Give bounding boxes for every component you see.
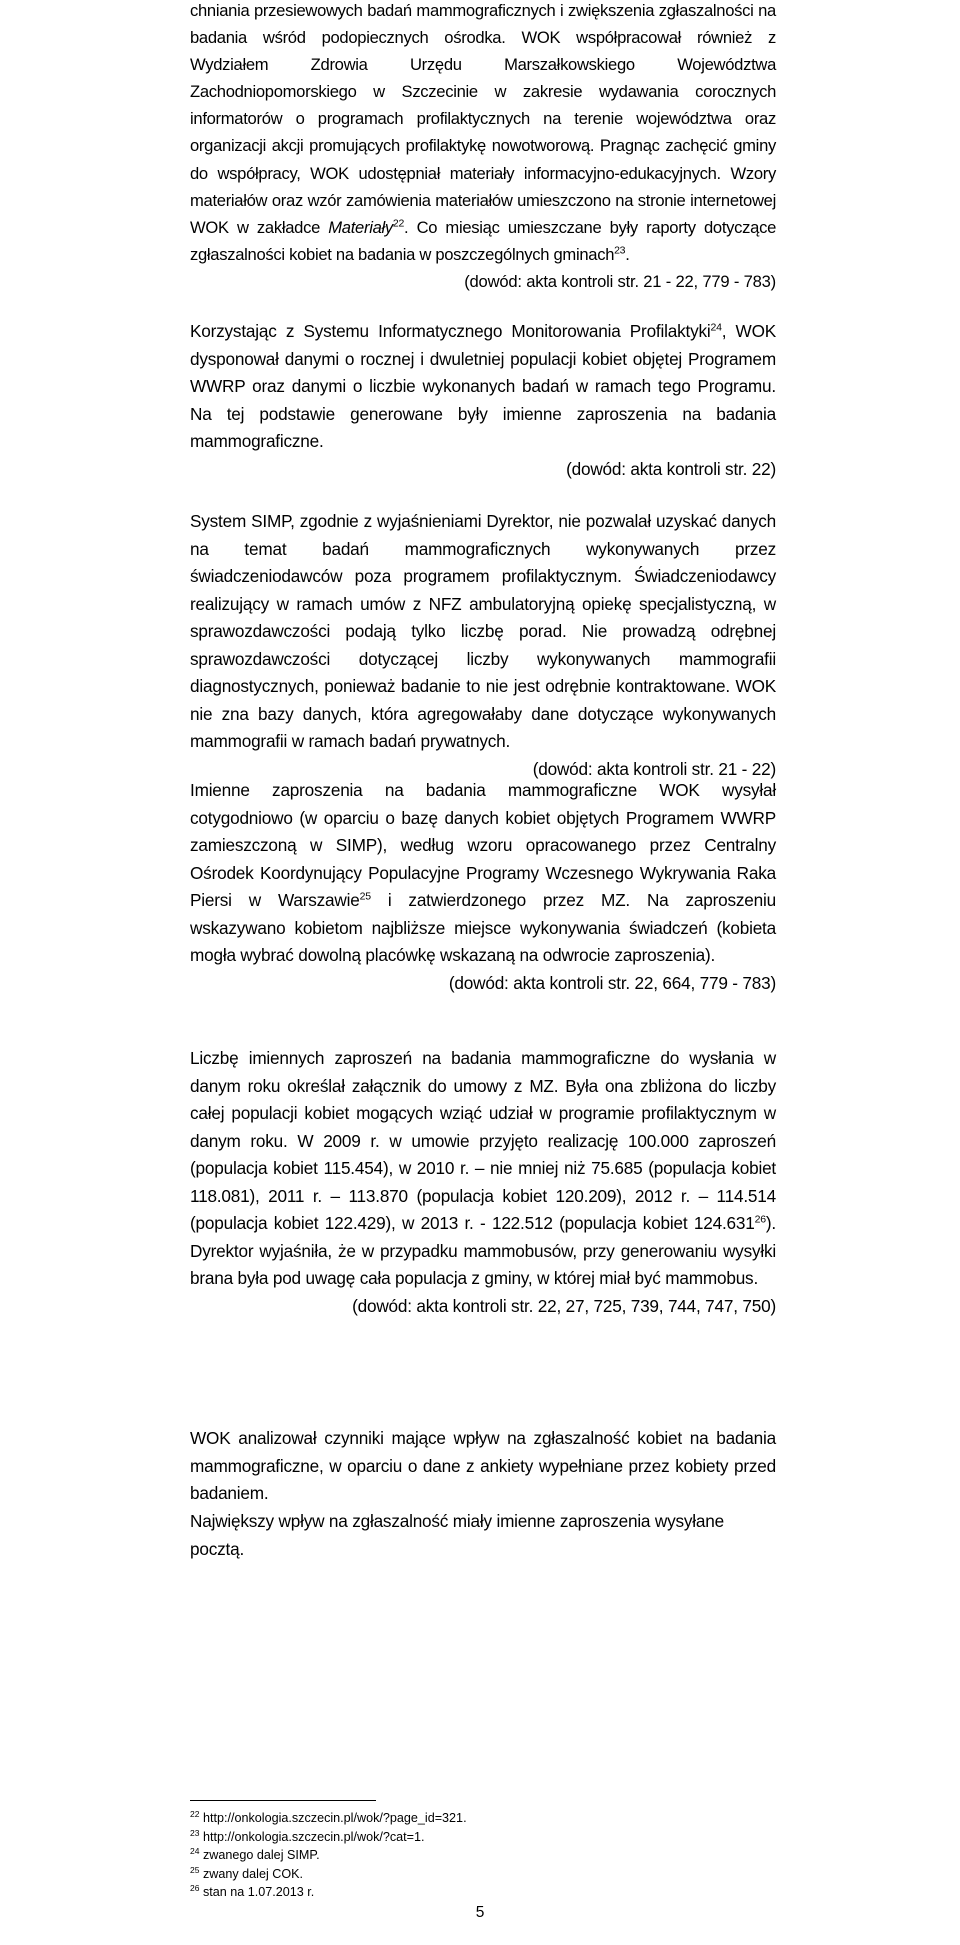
footnotes [190,1809,776,1902]
paragraph-1 [190,0,776,295]
paragraph-5-text [190,1045,776,1293]
paragraph-2-text-b: , WOK dysponował danymi o rocznej i dwuletniej populacji kobiet objętej Programem WWRP oraz danymi o liczbie wykonanych badań w ramach tego Programu. Na tej podstawie generowane były imienne zaproszenia na badania mammograficzne. [190,321,777,451]
evidence-1: (dowód: akta kontroli str. 21 - 22, 779 - 783) [464,271,776,291]
paragraph-5 [190,1045,776,1320]
footnote-text: zwany dalej COK. [202,1866,304,1881]
footnote-link[interactable]: http://onkologia.szczecin.pl/wok/?cat=1. [202,1829,425,1844]
paragraph-5-text-a: Liczbę imiennych zaproszeń na badania mammograficzne do wysłania w danym roku określał załącznik do umowy z MZ. Była ona zbliżona do liczby całej populacji kobiet mogących wziąć udział w programie profilaktycznym w danym roku. W 2009 r. w umowie przyjęto realizację 100.000 zaproszeń (populacja kobiet 115.454), w 2010 r. – nie mniej niż 75.685 (populacja kobiet 118.081), 2011 r. – 113.870 (populacja kobiet 120.209), 2012 r. – 114.514 (populacja kobiet 122.429), w 2013 r. - 122.512 (populacja kobiet 124.631 [190,1048,776,1233]
page-number: 5 [475,1904,485,1921]
paragraph-1-text-b: . Co miesiąc umieszczane były raporty dotyczące zgłaszalności kobiet na badania w poszczególnych gminach [190,217,776,264]
paragraph-1-text-c: . [625,244,630,264]
paragraph-2-text-a: Korzystając z Systemu Informatycznego Monitorowania Profilaktyki [190,321,711,341]
paragraph-2-text [190,318,776,456]
footnote-24 [190,1846,776,1865]
paragraph-1-text [190,0,776,268]
paragraph-4-text-b: i zatwierdzonego przez MZ. Na zaproszeniu wskazywano kobietom najbliższe miejsce wykonywania świadczeń (kobieta mogła wybrać dowolną placówkę wskazaną na odwrocie zaproszenia). [190,890,776,965]
footnote-number: 26 [190,1883,200,1894]
paragraph-3-text: System SIMP, zgodnie z wyjaśnieniami Dyrektor, nie pozwalał uzyskać danych na temat badań mammograficznych wykonywanych przez świadczeniodawców poza programem profilaktycznym. Świadczeniodawcy realizujący w ramach umów z NFZ ambulatoryjną opiekę specjalistyczną, w sprawozdawczości podają tylko liczbę porad. Nie prowadzą odrębnej sprawozdawczości dotyczącej liczby wykonywanych mammografii diagnostycznych, ponieważ badanie to nie jest odrębnie kontraktowane. WOK nie zna bazy danych, która agregowałaby dane dotyczące wykonywanych mammografii w ramach badań prywatnych. [190,511,776,751]
paragraph-7 [190,1508,776,1563]
footnote-text: stan na 1.07.2013 r. [202,1885,315,1900]
paragraph-6 [190,1425,776,1508]
footnote-number: 25 [190,1864,200,1875]
paragraph-3 [190,508,776,783]
paragraph-6-text: WOK analizował czynniki mające wpływ na zgłaszalność kobiet na badania mammograficzne, w oparciu o dane z ankiety wypełniane przez kobiety przed badaniem. [190,1428,776,1503]
footnote-number: 23 [190,1827,200,1838]
footnote-ref-22: 22 [392,217,404,230]
paragraph-4-text-a: Imienne zaproszenia na badania mammograficzne WOK wysyłał cotygodniowo (w oparciu o bazę danych kobiet objętych Programem WWRP zamieszczoną w SIMP), według wzoru opracowanego przez Centralny Ośrodek Koordynujący Populacyjne Programy Wczesnego Wykrywania Raka Piersi w Warszawie [190,780,776,910]
footnote-text: zwanego dalej SIMP. [202,1848,320,1863]
footnote-26 [190,1883,776,1902]
evidence-3: (dowód: akta kontroli str. 21 - 22) [532,758,776,779]
footnote-divider [190,1800,376,1801]
footnote-number: 24 [190,1846,200,1856]
evidence-4: (dowód: akta kontroli str. 22, 664, 779 - 783) [448,972,776,993]
paragraph-1-text-a: chniania przesiewowych badań mammograficznych i zwiększenia zgłaszalności na badania wśród podopiecznych ośrodka. WOK współpracował również z Wydziałem Zdrowia Urzędu Marszałkowskiego Województwa Zachodniopomorskiego w Szczecinie w zakresie wydawania corocznych informatorów o programach profilaktycznych na terenie województwa oraz organizacji akcji promujących profilaktykę nowotworową. Pragnąc zachęcić gminy do współpracy, WOK udostępniał materiały informacyjno-edukacyjnych. Wzory materiałów oraz wzór zamówienia materiałów umieszczono na stronie internetowej WOK w zakładce [190,1,776,237]
footnote-link[interactable]: http://onkologia.szczecin.pl/wok/?page_id=321. [202,1811,467,1825]
footnote-ref-23: 23 [614,244,626,257]
footnote-ref-26: 26 [754,1213,766,1226]
footnote-ref-25: 25 [359,890,371,903]
footnote-22 [190,1809,776,1828]
footnote-number: 22 [190,1808,200,1819]
footnote-ref-24: 24 [710,321,722,334]
evidence-5: (dowód: akta kontroli str. 22, 27, 725, 739, 744, 747, 750) [352,1295,776,1316]
paragraph-4 [190,777,776,997]
materials-tab-name: Materiały [328,217,393,237]
paragraph-4-text [190,777,776,970]
evidence-2: (dowód: akta kontroli str. 22) [566,458,776,479]
footnote-23 [190,1828,776,1847]
paragraph-2 [190,318,776,483]
paragraph-5-text-b: ). Dyrektor wyjaśniła, że w przypadku mammobusów, przy generowaniu wysyłki brana była pod uwagę cała populacja z gminy, w której miał być mammobus. [190,1213,776,1288]
footnote-25 [190,1865,776,1884]
paragraph-7-text: Największy wpływ na zgłaszalność miały imienne zaproszenia wysyłane pocztą. [190,1511,724,1559]
